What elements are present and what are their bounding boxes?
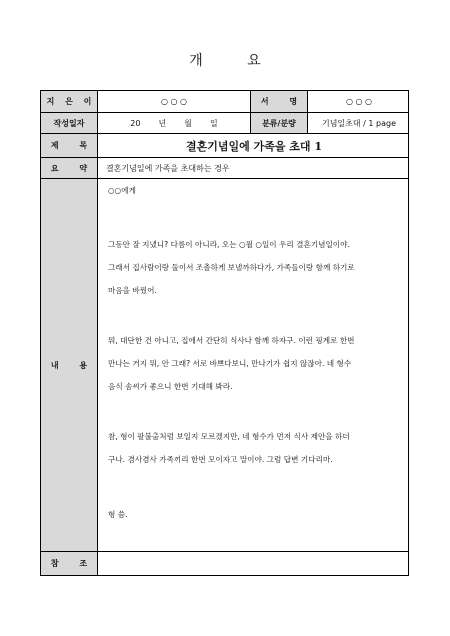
author-value: ○ ○ ○ bbox=[98, 91, 251, 112]
date-day-unit: 일 bbox=[209, 118, 218, 128]
para1-line3: 마음을 바꿨어. bbox=[108, 286, 157, 295]
date-year-prefix: 20 bbox=[130, 118, 141, 128]
row-subject bbox=[41, 134, 408, 158]
summary-value: 결혼기념일에 가족을 초대하는 경우 bbox=[106, 163, 230, 173]
row-author bbox=[41, 91, 408, 113]
subject-value: 결혼기념일에 가족을 초대 1 bbox=[185, 139, 323, 153]
para1-line2: 그래서 집사람이랑 둘이서 조촐하게 보낼까하다가, 가족들이랑 함께 하기로 bbox=[108, 263, 355, 272]
signature-value: ○ ○ ○ bbox=[345, 97, 373, 106]
category-label: 분류/분량 bbox=[251, 113, 308, 133]
date-label: 작성일자 bbox=[41, 113, 98, 133]
greeting: ○○에게 bbox=[108, 186, 136, 195]
row-content bbox=[41, 179, 408, 552]
content-label: 내 용 bbox=[41, 179, 98, 551]
para2-line2: 만나는 거지 뭐, 안 그래? 서로 바쁘다보니, 만나기가 쉽지 않잖아. 네 형수 bbox=[108, 359, 352, 368]
date-year-unit: 년 bbox=[158, 118, 167, 128]
para2-line3: 음식 솜씨가 좋으니 한번 기대해 봐라. bbox=[108, 382, 233, 391]
reference-value bbox=[98, 552, 410, 575]
row-summary bbox=[41, 158, 408, 179]
closing: 형 씀. bbox=[108, 510, 128, 519]
date-month-unit: 월 bbox=[184, 118, 192, 128]
date-value bbox=[98, 113, 251, 133]
subject-label: 제 목 bbox=[41, 134, 98, 157]
form-table bbox=[40, 90, 409, 576]
reference-label: 참 조 bbox=[41, 552, 98, 575]
author-label: 지 은 이 bbox=[41, 91, 98, 112]
row-date bbox=[41, 113, 408, 134]
summary-label: 요 약 bbox=[41, 158, 98, 178]
row-reference bbox=[41, 552, 408, 575]
category-value: 기념일초대 / 1 page bbox=[321, 118, 397, 128]
document-title: 개 요 bbox=[189, 53, 281, 69]
content-body bbox=[98, 179, 408, 551]
para3-line2: 구나. 겸사겸사 가족끼리 한번 모이자고 말이야. 그럼 답변 기다리마. bbox=[108, 455, 333, 464]
para2-line1: 뭐, 대단한 건 아니고, 집에서 간단히 식사나 함께 하자구. 이런 핑계로 한번 bbox=[108, 336, 355, 345]
para1-line1: 그동안 잘 지냈니? 다름이 아니라, 오는 ○월 ○일이 우리 결혼기념일이야. bbox=[108, 240, 350, 249]
signature-label: 서 명 bbox=[251, 91, 308, 112]
para3-line1: 참, 형이 팔불출처럼 보일지 모르겠지만, 네 형수가 먼저 식사 제안을 하더 bbox=[108, 432, 350, 441]
